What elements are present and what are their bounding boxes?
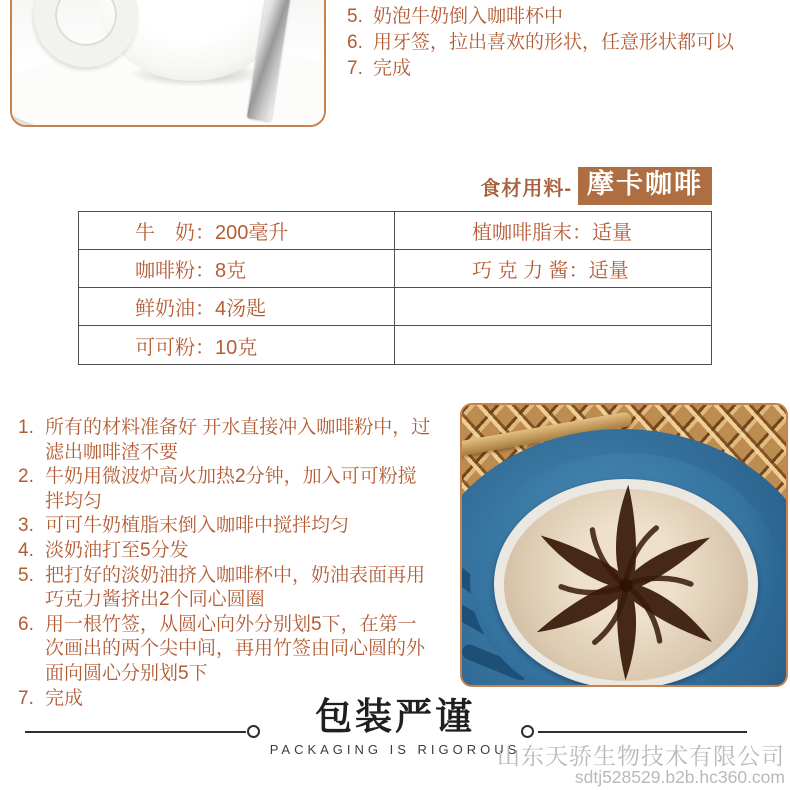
watermark-url: sdtj528529.b2b.hc360.com	[574, 767, 785, 787]
step-number: 5.	[18, 564, 34, 586]
ingredient-cell-left: 牛 奶：200毫升	[79, 212, 395, 250]
step-text: 用一根竹签，从圆心向外分别划5下，在第一次画出的两个尖中间，再用竹签由同心圆的外面向圆心分别划5下	[45, 613, 426, 684]
list-item	[18, 564, 432, 613]
step-text: 完成	[45, 687, 84, 709]
step-number: 1.	[18, 417, 34, 438]
section-label: 食材用料-	[480, 177, 572, 200]
list-item	[347, 30, 777, 56]
ingredient-cell-left: 可可粉：10克	[79, 326, 395, 364]
recipe-name-badge: 摩卡咖啡	[578, 167, 712, 205]
company-name: 山东天骄生物技术有限公司	[497, 743, 785, 769]
step-number: 6.	[18, 613, 34, 635]
ingredient-cell-right: 植咖啡脂末：适量	[395, 212, 711, 250]
ingredient-cell-right	[395, 326, 711, 364]
banner-circle-right	[521, 725, 534, 738]
banner-title: 包装严谨	[315, 696, 475, 737]
ingredient-cell-left: 咖啡粉：8克	[79, 250, 395, 288]
mocha-latte-art-photo	[460, 403, 788, 687]
list-item	[347, 4, 777, 30]
banner-subtitle: PACKAGING IS RIGOROUS	[269, 742, 521, 758]
step-number: 7.	[347, 58, 363, 79]
chocolate-star-art	[506, 463, 746, 687]
ingredient-cell-right	[395, 288, 711, 326]
step-text: 牛奶用微波炉高火加热2分钟，加入可可粉搅拌均匀	[45, 466, 417, 512]
step-text: 奶泡牛奶倒入咖啡杯中	[373, 6, 564, 27]
step-number: 4.	[18, 539, 34, 561]
list-item	[18, 514, 432, 539]
step-text: 所有的材料准备好 开水直接冲入咖啡粉中，过滤出咖啡渣不要	[45, 417, 431, 463]
banner-divider-left	[25, 731, 246, 733]
list-item	[18, 539, 432, 564]
step-number: 3.	[18, 515, 34, 537]
ingredients-table	[78, 211, 712, 365]
white-teapot-photo	[10, 0, 326, 127]
step-text: 可可牛奶植脂末倒入咖啡中搅拌均匀	[45, 515, 350, 537]
step-text: 把打好的淡奶油挤入咖啡杯中，奶油表面再用巧克力酱挤出2个同心圆圈	[45, 564, 426, 611]
step-text: 完成	[373, 58, 412, 79]
step-number: 7.	[18, 687, 34, 709]
ingredient-cell-left: 鲜奶油：4汤匙	[79, 288, 395, 326]
ingredient-cell-right: 巧 克 力 酱：适量	[395, 250, 711, 288]
instructions-list	[18, 416, 432, 711]
step-text: 用牙签，拉出喜欢的形状，任意形状都可以	[373, 32, 735, 53]
banner-divider-right	[538, 731, 747, 733]
step-number: 5.	[347, 6, 363, 27]
watermark	[497, 744, 785, 787]
top-steps-list	[347, 4, 777, 82]
step-number: 6.	[347, 32, 363, 53]
ingredients-header	[420, 166, 712, 206]
step-number: 2.	[18, 466, 34, 488]
list-item	[18, 416, 432, 465]
list-item	[347, 56, 777, 82]
list-item	[18, 465, 432, 514]
list-item	[18, 613, 432, 687]
step-text: 淡奶油打至5分发	[45, 539, 189, 561]
